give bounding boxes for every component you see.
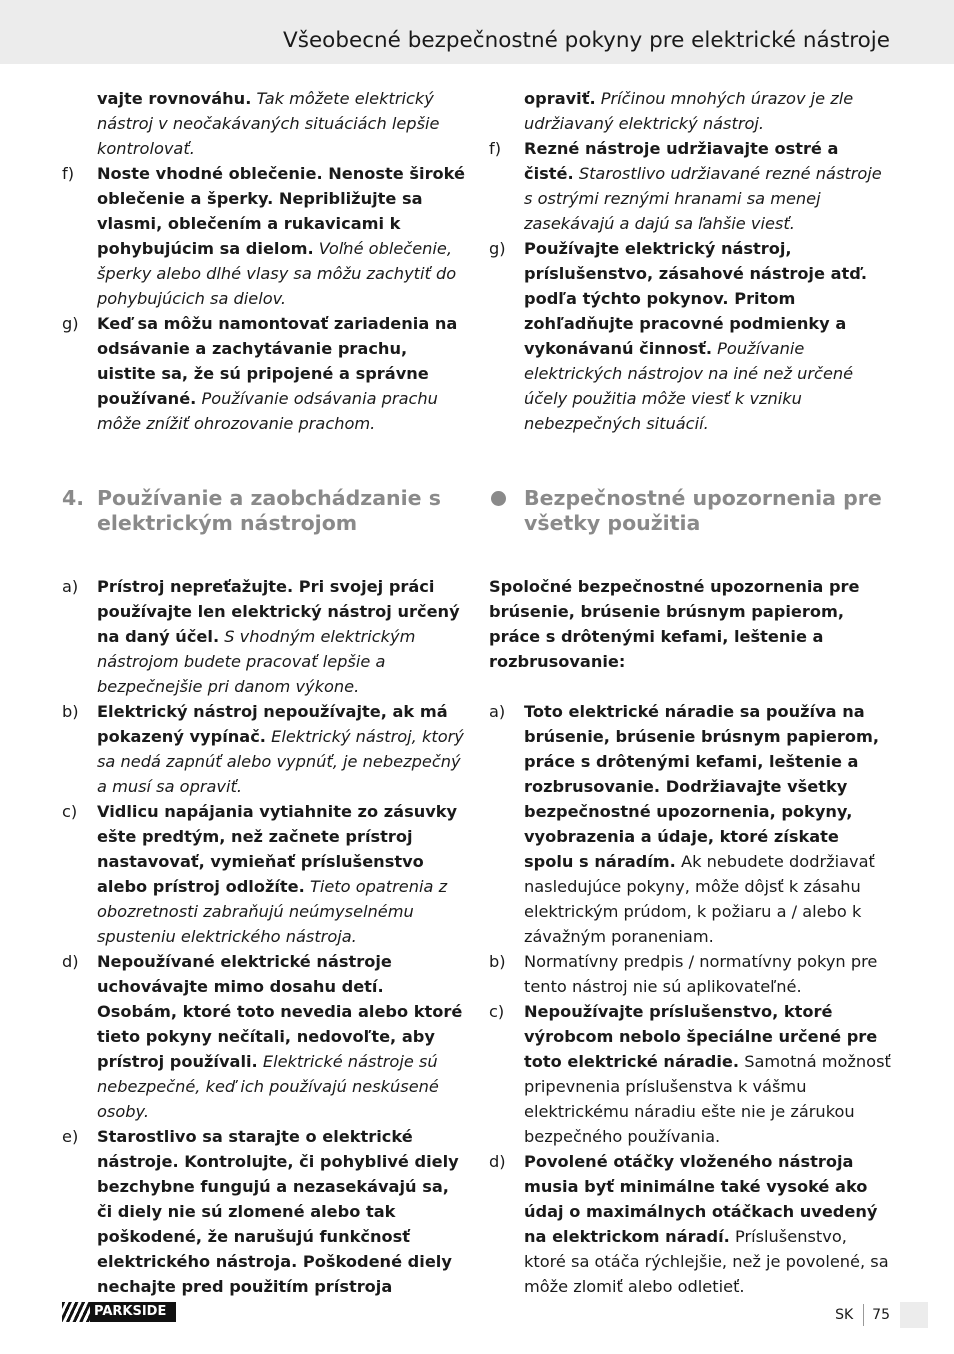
section-title-text: Bezpečnostné upozornenia pre všetky použitia <box>524 486 882 535</box>
logo-stripes-icon <box>62 1302 90 1322</box>
footer-divider <box>863 1304 864 1326</box>
item-letter: d) <box>62 952 79 971</box>
intro-paragraph: Spoločné bezpečnostné upozornenia pre brúsenie, brúsenie brúsnym papierom, práce s drôtenými kefami, leštenie a rozbrusovanie: <box>489 577 860 671</box>
footer-tab-box <box>900 1302 928 1328</box>
item-letter: c) <box>62 802 78 821</box>
item-normal-text: Ak nebudete dodržiavať nasledujúce pokyny, môže dôjsť k zásahu elektrickým prúdom, k požiaru a / alebo k závažným poraneniam. <box>524 852 875 946</box>
item-italic-text: Elektrické nástroje sú nebezpečné, keď ich používajú neskúsené osoby. <box>97 1052 439 1121</box>
item-letter: c) <box>489 1002 505 1021</box>
item-letter: b) <box>489 952 506 971</box>
item-italic-text: Elektrický nástroj, ktorý sa nedá zapnúť alebo vypnúť, je nebezpečný a musí sa opraviť. <box>97 727 464 796</box>
list-item-a <box>62 574 466 699</box>
item-letter: b) <box>62 702 79 721</box>
list-item-g <box>62 311 466 436</box>
item-letter: g) <box>489 239 506 258</box>
item-bold-text: Nepoužívané elektrické nástroje uchovávajte mimo dosahu detí. Osobám, ktoré toto nevedia alebo ktoré tieto pokyny nečítali, nedovoľte, aby prístroj používali. <box>97 952 463 1071</box>
item-bold-text: Prístroj nepreťažujte. Pri svojej práci používajte len elektrický nástroj určený na daný účel. <box>97 577 460 646</box>
list-item-f <box>62 161 466 311</box>
item-bold-text: Toto elektrické náradie sa používa na brúsenie, brúsenie brúsnym papierom, práce s drôtenými kefami, leštenie a rozbrusovanie. Dodržiavajte všetky bezpečnostné upozornenia, pokyny, vyobrazenia a údaje, ktoré získate spolu s náradím. <box>524 702 879 871</box>
item-bold-text: vajte rovnováhu. <box>97 89 252 108</box>
item-letter: a) <box>62 577 79 596</box>
list-item-g <box>489 236 893 436</box>
brand-logo <box>62 1302 176 1322</box>
item-bold-text: Starostlivo sa starajte o elektrické nástroje. Kontrolujte, či pohyblivé diely bezchybne fungujú a nezasekávajú sa, či diely nie sú zlomené alebo tak poškodené, že narušujú funkčnosť elektrického nástroja. Poškodené diely nechajte pred použitím prístroja <box>97 1127 459 1296</box>
list-item-f <box>489 136 893 236</box>
item-bold-text: Elektrický nástroj nepoužívajte, ak má pokazený vypínač. <box>97 702 448 746</box>
item-bold-text: opraviť. <box>524 89 596 108</box>
right-column <box>489 86 893 1299</box>
page-number: 75 <box>872 1307 890 1323</box>
item-italic-text: Tieto opatrenia z obozretnosti zabraňujú neúmyselnému spusteniu elektrického nástroja. <box>97 877 448 946</box>
item-italic-text: Používanie odsávania prachu môže znížiť ohrozovanie prachom. <box>97 389 438 433</box>
item-normal-text: Príslušenstvo, ktoré sa otáča rýchlejšie, než je povolené, sa môže zlomiť alebo odletieť. <box>524 1227 889 1296</box>
language-code: SK <box>835 1307 854 1323</box>
item-italic-text: Používanie elektrických nástrojov na iné než určené účely použitia môže viesť k vzniku nebezpečných situácií. <box>524 339 854 433</box>
brand-name: PARKSIDE <box>94 1304 167 1319</box>
list-item-e-continued <box>62 86 466 161</box>
item-letter: f) <box>62 164 75 183</box>
section-number: 4. <box>62 486 85 510</box>
item-bold-text: Keď sa môžu namontovať zariadenia na odsávanie a zachytávanie prachu, uistite sa, že sú pripojené a správne používané. <box>97 314 458 408</box>
section-heading-4 <box>62 486 466 536</box>
item-bold-text: Noste vhodné oblečenie. Nenoste široké oblečenie a šperky. Nepribližujte sa vlasmi, oblečením a rukavicami k pohybujúcim sa dielom. <box>97 164 465 258</box>
item-letter: g) <box>62 314 79 333</box>
item-italic-text: Príčinou mnohých úrazov je zle udržiavaný elektrický nástroj. <box>524 89 854 133</box>
item-bold-text: Povolené otáčky vloženého nástroja musia byť minimálne také vysoké ako údaj o maximálnych otáčkach uvedený na elektrickom náradí. <box>524 1152 878 1246</box>
list-item-c <box>62 799 466 949</box>
item-letter: e) <box>62 1127 79 1146</box>
section-title-text: Používanie a zaobchádzanie s elektrickým nástrojom <box>97 486 441 535</box>
list-item-d <box>62 949 466 1124</box>
page-title: Všeobecné bezpečnostné pokyny pre elektrické nástroje <box>283 28 890 53</box>
item-normal-text: Normatívny predpis / normatívny pokyn pre tento nástroj nie sú aplikovateľné. <box>524 952 878 996</box>
item-bold-text: Vidlicu napájania vytiahnite zo zásuvky ešte predtým, než začnete prístroj nastavovať, vymieňať príslušenstvo alebo prístroj odložíte. <box>97 802 458 896</box>
item-bold-text: Rezné nástroje udržiavajte ostré a čisté. <box>524 139 839 183</box>
list-item-b <box>62 699 466 799</box>
page-footer <box>835 1302 928 1328</box>
item-letter: d) <box>489 1152 506 1171</box>
left-column <box>62 86 466 1299</box>
item-bold-text: Používajte elektrický nástroj, príslušenstvo, zásahové nástroje atď. podľa týchto pokynov. Pritom zohľadňujte pracovné podmienky a vykonávanú činnosť. <box>524 239 867 358</box>
item-letter: a) <box>489 702 506 721</box>
item-letter: f) <box>489 139 502 158</box>
list-item-e-continued <box>489 86 893 136</box>
item-italic-text: S vhodným elektrickým nástrojom budete pracovať lepšie a bezpečnejšie pri danom výkone. <box>97 627 416 696</box>
list-item-c <box>489 999 893 1149</box>
list-item-d <box>489 1149 893 1299</box>
page-header <box>0 0 954 64</box>
section-heading-safety <box>489 486 893 536</box>
bullet-dot-icon <box>491 491 506 506</box>
item-italic-text: Voľné oblečenie, šperky alebo dlhé vlasy sa môžu zachytiť do pohybujúcich sa dielov. <box>97 239 457 308</box>
list-item-b <box>489 949 893 999</box>
item-italic-text: Starostlivo udržiavané rezné nástroje s ostrými reznými hranami sa menej zasekávajú a dajú sa ľahšie viesť. <box>524 164 882 233</box>
list-item-e <box>62 1124 466 1299</box>
item-bold-text: Nepoužívajte príslušenstvo, ktoré výrobcom nebolo špeciálne určené pre toto elektrické náradie. <box>524 1002 878 1071</box>
list-item-a <box>489 699 893 949</box>
item-italic-text: Tak môžete elektrický nástroj v neočakávaných situáciách lepšie kontrolovať. <box>97 89 440 158</box>
item-normal-text: Samotná možnosť pripevnenia príslušenstva k vášmu elektrickému náradiu ešte nie je zárukou bezpečného používania. <box>524 1052 891 1146</box>
